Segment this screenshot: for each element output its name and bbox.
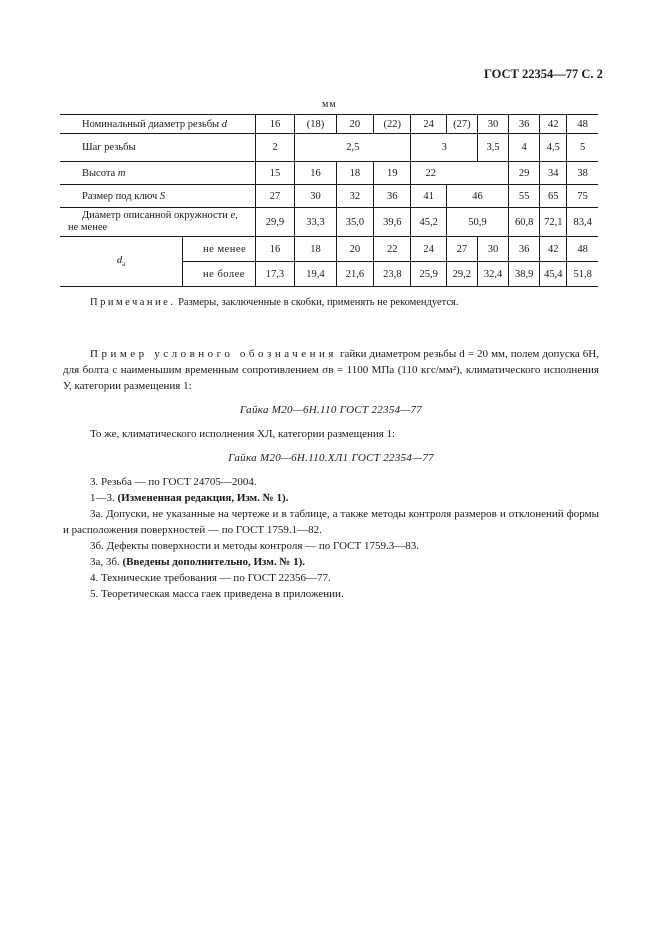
da-max-label: не более [183,262,256,287]
table-cell: 29,2 [446,262,477,287]
dimensions-table [60,114,598,287]
table-cell: 27 [446,237,477,262]
table-cell: 42 [540,237,567,262]
table-cell: 23,8 [374,262,411,287]
table-cell: 45,4 [540,262,567,287]
table-cell: 50,9 [446,208,508,237]
table-cell: 18 [295,237,337,262]
note-prefix: Примечание. [90,297,176,308]
table-cell: 72,1 [540,208,567,237]
table-cell: 65 [540,185,567,208]
designation-2: Гайка М20—6Н.110.ХЛ1 ГОСТ 22354—77 [228,452,434,464]
item-3: 3. Резьба — по ГОСТ 24705—2004. [90,476,257,488]
body-text [63,346,599,602]
table-note [90,297,459,308]
table-cell: 4 [509,134,540,162]
table-cell: 16 [255,115,294,134]
table-cell: 4,5 [540,134,567,162]
table-cell: 36 [509,115,540,134]
table-cell: 42 [540,115,567,134]
unit-label: мм [322,99,337,110]
table-cell: 21,6 [336,262,373,287]
table-cell: 3 [411,134,477,162]
example-lead: Пример условного обозначения [90,348,337,360]
table-cell: 36 [374,185,411,208]
item-3a: 3а. Допуски, не указанные на чертеже и в таблице, а также методы контроля размеров и отклонений формы и расположения поверхностей — по ГОСТ 1759.1—82. [63,508,599,536]
page-header: ГОСТ 22354—77 С. 2 [484,67,603,81]
example-paragraph [63,346,599,394]
table-cell: 33,3 [295,208,337,237]
table-cell: 25,9 [411,262,446,287]
table-cell: 2,5 [295,134,411,162]
designation-1: Гайка М20—6Н.110 ГОСТ 22354—77 [239,404,423,416]
table-cell: 29 [509,162,540,185]
table-cell: 16 [255,237,294,262]
table-cell: 18 [336,162,373,185]
same-text: То же, климатического исполнения ХЛ, категории размещения 1: [90,428,396,440]
row-label-height: Высота m [60,162,255,185]
table-cell: 2 [255,134,294,162]
table-cell: 5 [567,134,598,162]
da-min-label: не менее [183,237,256,262]
table-cell: 30 [295,185,337,208]
table-cell: 39,6 [374,208,411,237]
table-cell: 19 [374,162,411,185]
row-label-circumscribed: Диаметр описанной окружности e, не менее [60,208,255,237]
table-cell: 24 [411,237,446,262]
table-row-diameter [60,115,598,134]
table-cell: 55 [509,185,540,208]
item-4: 4. Технические требования — по ГОСТ 22356—77. [90,572,331,584]
table-cell: 27 [255,185,294,208]
item-3a-3b-added: 3а, 3б. (Введены дополнительно, Изм. № 1). [90,556,306,568]
table-cell: 46 [446,185,508,208]
row-label-wrench: Размер под ключ S [60,185,255,208]
table-cell: (18) [295,115,337,134]
table-cell: 34 [540,162,567,185]
table-cell: 20 [336,115,373,134]
table-cell: 16 [295,162,337,185]
table-cell: (27) [446,115,477,134]
table-cell: 3,5 [477,134,508,162]
table-cell: 20 [336,237,373,262]
table-cell: 15 [255,162,294,185]
table-cell: 83,4 [567,208,598,237]
table-cell: 30 [477,115,508,134]
table-cell: 38,9 [509,262,540,287]
row-label-diameter: Номинальный диаметр резьбы d [60,115,255,134]
table-cell: 22 [411,162,509,185]
table-cell: 48 [567,115,598,134]
da-symbol-cell: $d_a$ [60,237,183,287]
table-cell: (22) [374,115,411,134]
table-cell: 75 [567,185,598,208]
table-cell: 24 [411,115,446,134]
table-cell: 17,3 [255,262,294,287]
table-row-wrench [60,185,598,208]
item-5: 5. Теоретическая масса гаек приведена в приложении. [90,588,344,600]
table-cell: 41 [411,185,446,208]
item-1-3-change: 1—3. (Измененная редакция, Изм. № 1). [90,492,289,504]
table-cell: 32 [336,185,373,208]
table-cell: 51,8 [567,262,598,287]
note-text: Размеры, заключенные в скобки, применять не рекомендуется. [178,297,459,308]
table-cell: 60,8 [509,208,540,237]
table-cell: 22 [374,237,411,262]
item-3b: 3б. Дефекты поверхности и методы контроля — по ГОСТ 1759.3—83. [90,540,419,552]
table-cell: 48 [567,237,598,262]
table-row-height [60,162,598,185]
table-cell: 36 [509,237,540,262]
example-text: гайки диаметром резьбы d = 20 мм, полем допуска 6H, для болта с наименьшим временным сопротивлением σв = 1100 МПа (110 кгс/мм²), климатического исполнения У, категории размещения 1: [63,348,600,392]
table-cell: 35,0 [336,208,373,237]
table-cell: 29,9 [255,208,294,237]
table-row-pitch [60,134,598,162]
table-cell: 19,4 [295,262,337,287]
table-cell: 45,2 [411,208,446,237]
table-cell: 32,4 [477,262,508,287]
row-label-pitch: Шаг резьбы [60,134,255,162]
table-cell: 38 [567,162,598,185]
table-row-circumscribed [60,208,598,237]
table-cell: 30 [477,237,508,262]
table-row-da-min [60,237,598,262]
